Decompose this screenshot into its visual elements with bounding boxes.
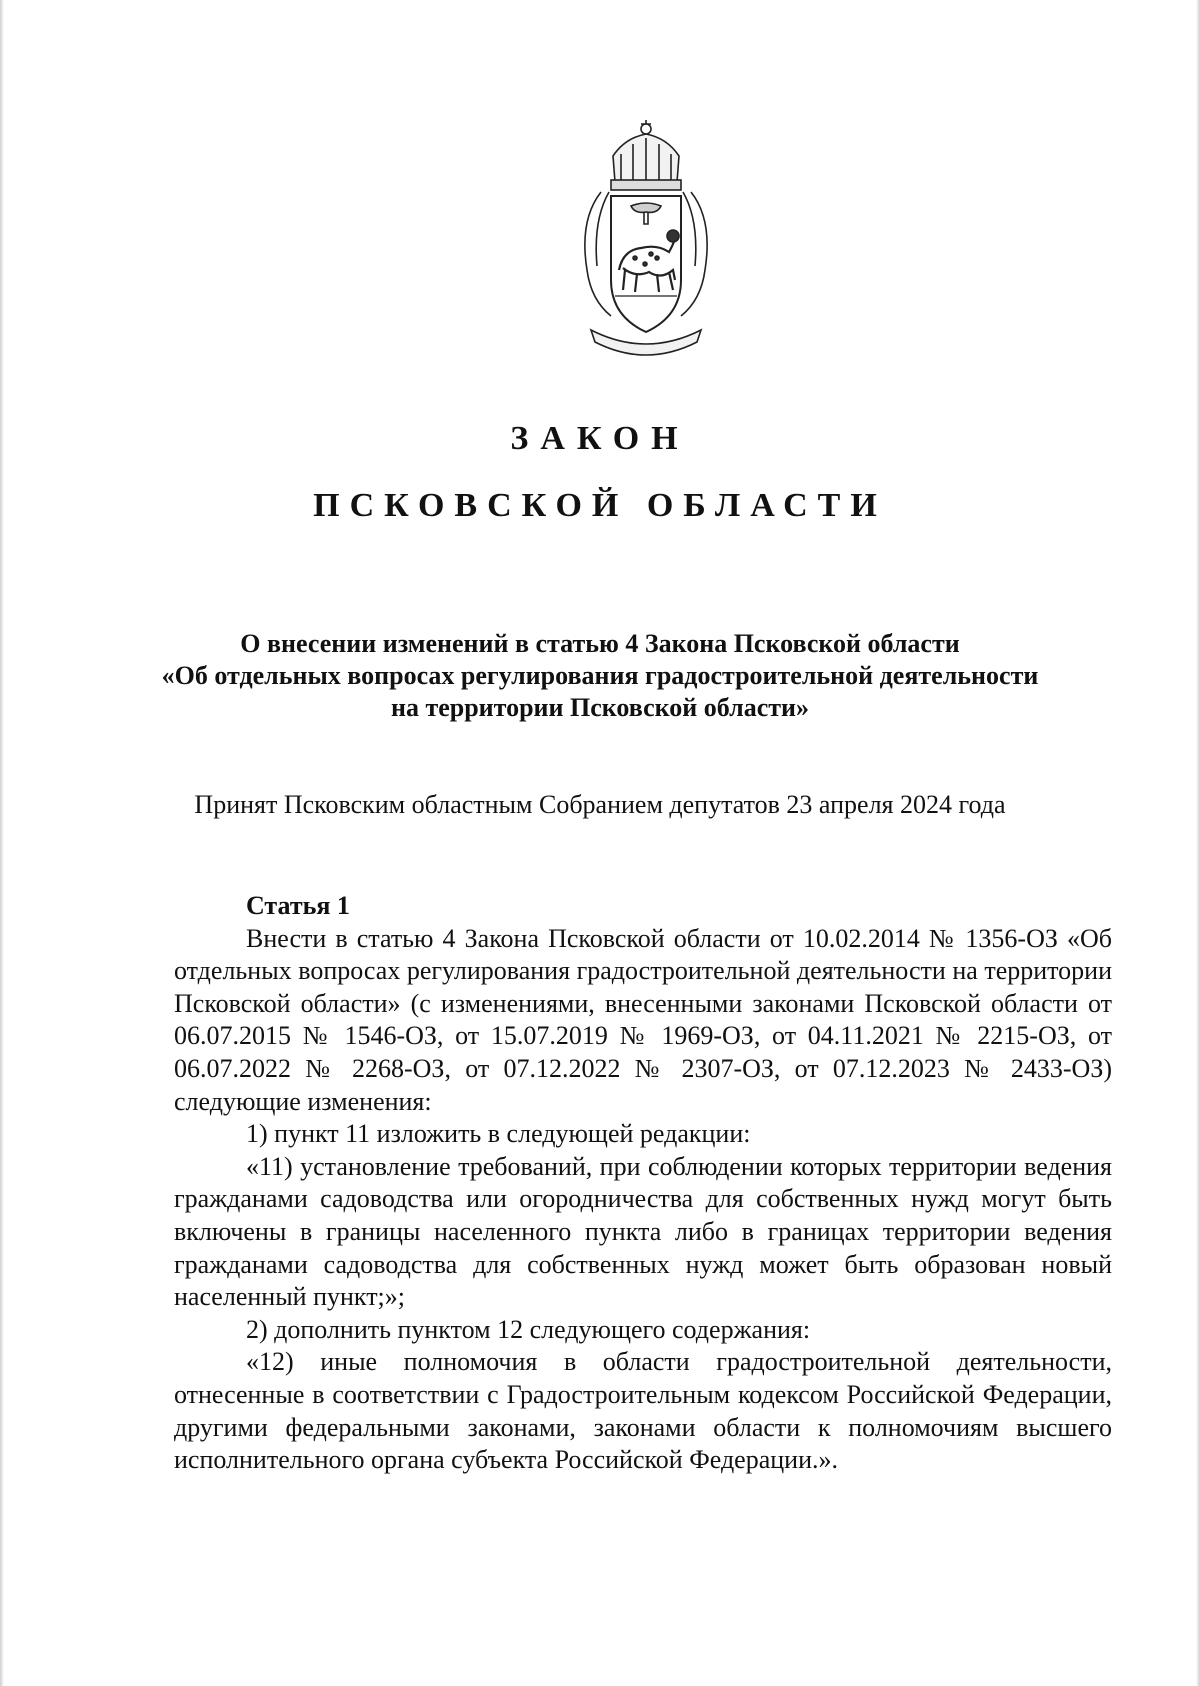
coat-of-arms-icon [565, 120, 727, 360]
article-paragraph: 1) пункт 11 изложить в следующей редакции: [246, 1119, 751, 1149]
region-title: ПСКОВСКОЙ ОБЛАСТИ [313, 487, 887, 524]
scan-edge-right [1196, 0, 1200, 1686]
article-paragraph: 2) дополнить пунктом 12 следующего содержания: [246, 1314, 811, 1344]
subject-line: «Об отдельных вопросах регулирования градостроительной деятельности [161, 661, 1039, 690]
adoption-statement: Принят Псковским областным Собранием депутатов 23 апреля 2024 года [194, 790, 1006, 819]
article-paragraph: «11) установление требований, при соблюдении которых территории ведения гражданами садоводства или огородничества для собственных нужд могут быть включены в границы населенного пункта либо в границах территории ведения гражданами садоводства для собственных нужд может быть образован новый населенный пункт;»; [174, 1151, 1112, 1312]
document-type-title: ЗАКОН [510, 420, 690, 457]
subject-line: О внесении изменений в статью 4 Закона Псковской области [240, 629, 960, 658]
article-heading: Статья 1 [246, 891, 350, 920]
article-paragraph: Внести в статью 4 Закона Псковской области от 10.02.2014 № 1356-ОЗ «Об отдельных вопросах регулирования градостроительной деятельности на территории Псковской области» (с изменениями, внесенными законами Псковской области от 06.07.2015 № 1546-ОЗ, от 15.07.2019 № 1969-ОЗ, от 04.11.2021 № 2215-ОЗ, от 06.07.2022 № 2268-ОЗ, от 07.12.2022 № 2307-ОЗ, от 07.12.2023 № 2433-ОЗ) следующие изменения: [174, 923, 1112, 1116]
article-paragraph: «12) иные полномочия в области градостроительной деятельности, отнесенные в соответствии с Градостроительным кодексом Российской Федерации, другими федеральными законами, законами области к полномочиям высшего исполнительного органа субъекта Российской Федерации.». [174, 1347, 1112, 1475]
article-body [174, 890, 1112, 1477]
law-subject-title [150, 628, 1050, 724]
scan-edge-left [0, 0, 4, 1686]
subject-line: на территории Псковской области» [390, 693, 810, 722]
